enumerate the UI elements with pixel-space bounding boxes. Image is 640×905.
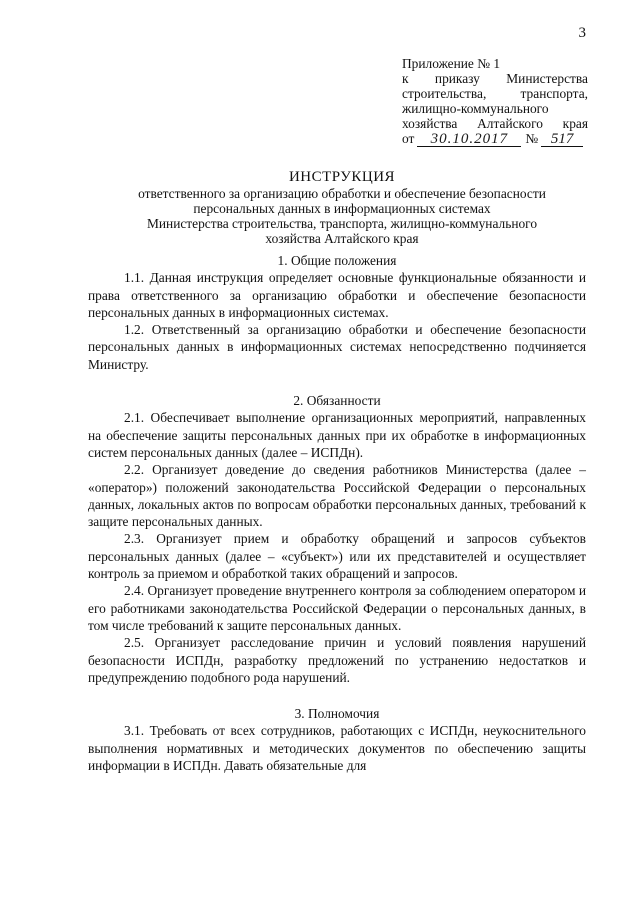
title-line: ответственного за организацию обработки и обеспечение безопасности bbox=[138, 186, 546, 201]
section-heading: 2. Обязанности bbox=[293, 393, 381, 409]
paragraph: 1.1. Данная инструкция определяет основные функциональные обязанности и права ответственного за организацию обработки и обеспечение безопасности персональных данных в информационных системах. bbox=[88, 270, 586, 320]
section-heading: 3. Полномочия bbox=[294, 706, 380, 722]
handwritten-order-number: 517 bbox=[541, 133, 583, 147]
appendix-line: хозяйства Алтайского края bbox=[402, 116, 588, 131]
title-line: персональных данных в информационных системах bbox=[193, 201, 491, 216]
paragraph: 2.4. Организует проведение внутреннего контроля за соблюдением оператором и его работниками законодательства Российской Федерации о персональных данных, в том числе требований к защите персональных данных. bbox=[88, 583, 586, 633]
appendix-line: жилищно-коммунального bbox=[402, 101, 549, 116]
appendix-line: к приказу Министерства bbox=[402, 71, 588, 86]
section-heading: 1. Общие положения bbox=[277, 253, 397, 268]
paragraph: 2.2. Организует доведение до сведения работников Министерства (далее – «оператор») положений законодательства Российской Федерации о персональных данных, локальных актов по вопросам обработки персональных данных, требований к защите персональных данных. bbox=[88, 462, 586, 530]
section-spacer bbox=[88, 686, 586, 705]
date-prefix: от bbox=[402, 131, 415, 146]
appendix-block bbox=[402, 56, 588, 147]
title-line: хозяйства Алтайского края bbox=[265, 231, 419, 246]
document-title: ИНСТРУКЦИЯ bbox=[288, 169, 396, 185]
section-spacer bbox=[88, 373, 586, 392]
paragraph: 1.2. Ответственный за организацию обработки и обеспечение безопасности персональных данных в информационных системах непосредственно подчиняется Министру. bbox=[88, 322, 586, 372]
number-prefix: № bbox=[525, 131, 539, 146]
paragraph: 2.5. Организует расследование причин и условий появления нарушений безопасности ИСПДн, разработку предложений по устранению недостатков и предупреждению подобного рода нарушений. bbox=[88, 635, 586, 685]
title-line: Министерства строительства, транспорта, жилищно-коммунального bbox=[146, 216, 538, 231]
page-number: 3 bbox=[578, 25, 586, 41]
paragraph: 3.1. Требовать от всех сотрудников, работающих с ИСПДн, неукоснительного выполнения нормативных и методических документов по обеспечению защиты информации в ИСПДн. Давать обязательные для bbox=[88, 723, 586, 774]
order-date-line bbox=[402, 131, 588, 147]
paragraph: 2.1. Обеспечивает выполнение организационных мероприятий, направленных на обеспечение защиты персональных данных при их обработке в информационных систем персональных данных (далее – ИСПДн). bbox=[88, 410, 586, 460]
handwritten-date: 30.10.2017 bbox=[417, 133, 521, 147]
appendix-label: Приложение № 1 bbox=[402, 56, 501, 71]
paragraph: 2.3. Организует прием и обработку обращений и запросов субъектов персональных данных (далее – «субъект») или их представителей и осуществляет контроль за приемом и обработкой таких обращений и запросов. bbox=[88, 531, 586, 582]
document-body bbox=[88, 252, 586, 774]
appendix-line: строительства, транспорта, bbox=[402, 86, 588, 101]
document-title-block bbox=[92, 168, 592, 246]
